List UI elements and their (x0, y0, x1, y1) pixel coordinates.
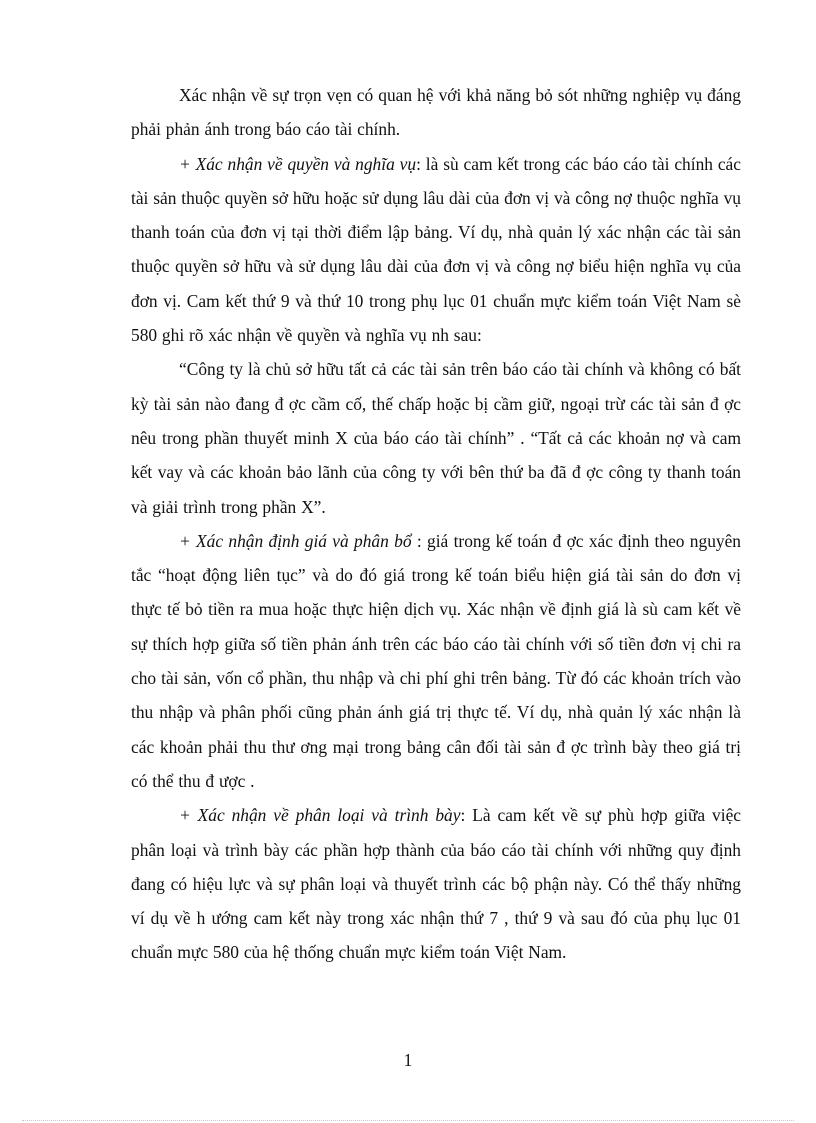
footer-divider (22, 1120, 794, 1121)
page-number: 1 (403, 1050, 413, 1070)
paragraph-text: “Công ty là chủ sở hữu tất cả các tài sản trên báo cáo tài chính và không có bất kỳ tài sản nào đang đ ợc cầm cố, thế chấp hoặc bị cầm giữ, ngoại trừ các tài sản đ ợc nêu trong phần thuyết minh X của báo cáo tài chính” . “Tất cả các khoản nợ và cam kết vay và các khoản bảo lãnh của công ty với bên thứ ba đã đ ợc công ty thanh toán và giải trình trong phần X”. (131, 359, 741, 517)
paragraph-text: : Là cam kết về sự phù hợp giữa việc phân loại và trình bày các phần hợp thành của báo cáo tài chính với những quy định đang có hiệu lực và sự phân loại và thuyết trình các bộ phận này. Có thể thấy những ví dụ về h ướng cam kết này trong xác nhận thứ 7 , thứ 9 và sau đó của phụ lục 01 chuẩn mực 580 của hệ thống chuẩn mực kiểm toán Việt Nam. (131, 805, 742, 963)
paragraph-text: : giá trong kế toán đ ợc xác định theo nguyên tắc “hoạt động liên tục” và do đó giá trong kế toán biểu hiện giá tài sản do đơn vị thực tế bỏ tiền ra mua hoặc thực hiện dịch vụ. Xác nhận về định giá là sù cam kết về sự thích hợp giữa số tiền phản ánh trên các báo cáo tài chính với số tiền đơn vị chi ra cho tài sản, vốn cổ phần, thu nhập và chi phí ghi trên bảng. Từ đó các khoản trích vào thu nhập và phân phối cũng phản ánh giá trị thực tế. Ví dụ, nhà quản lý xác nhận là các khoản phải thu thư ơng mại trong bảng cân đối tài sản đ ợc trình bày theo giá trị có thể thu đ ược . (131, 530, 741, 791)
paragraph-text: : là sù cam kết trong các báo cáo tài chính các tài sản thuộc quyền sở hữu hoặc sử dụng lâu dài của đơn vị và công nợ thuộc nghĩa vụ thanh toán của đơn vị tại thời điểm lập bảng. Ví dụ, nhà quản lý xác nhận các tài sản thuộc quyền sở hữu và sử dụng lâu dài của đơn vị và công nợ biểu hiện nghĩa vụ của đơn vị. Cam kết thứ 9 và thứ 10 trong phụ lục 01 chuẩn mực kiểm toán Việt Nam sè 580 ghi rõ xác nhận về quyền và nghĩa vụ nh sau: (131, 153, 741, 346)
paragraph-completeness (131, 78, 741, 147)
paragraph-lead: + Xác nhận về quyền và nghĩa vụ (179, 153, 417, 174)
paragraph-quotation (131, 352, 741, 523)
paragraph-valuation-allocation (131, 524, 741, 798)
paragraph-lead: + Xác nhận về phân loại và trình bày (179, 805, 461, 826)
paragraph-text: Xác nhận về sự trọn vẹn có quan hệ với khả năng bỏ sót những nghiệp vụ đáng phải phản ánh trong báo cáo tài chính. (131, 85, 741, 140)
document-body (131, 78, 741, 970)
paragraph-classification-presentation (131, 798, 741, 969)
paragraph-rights-obligations (131, 147, 741, 353)
paragraph-lead: + Xác nhận định giá và phân bổ (179, 530, 412, 551)
